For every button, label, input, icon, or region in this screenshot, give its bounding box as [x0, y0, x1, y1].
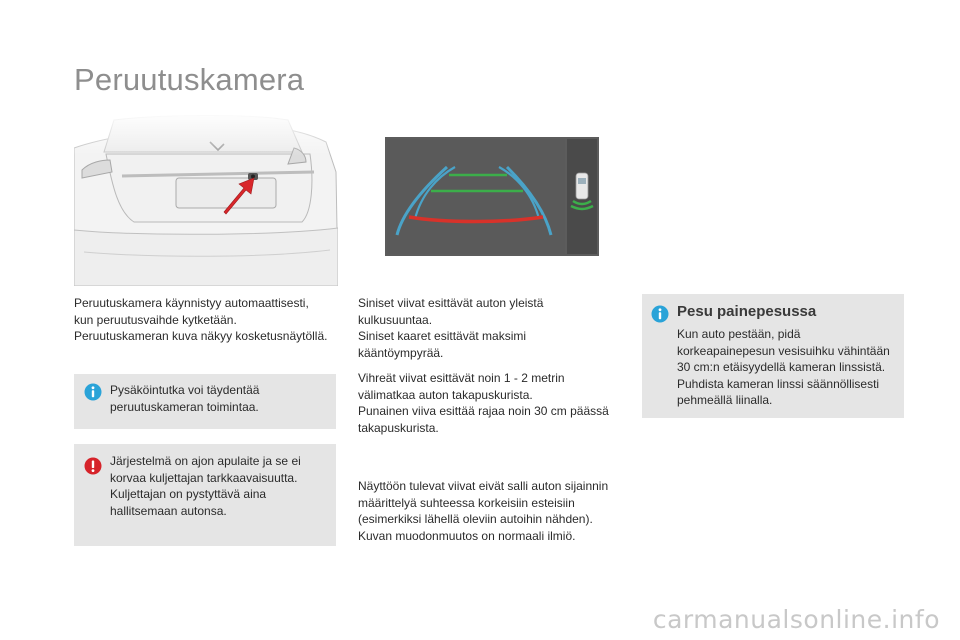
pressure-wash-title: Pesu painepesussa — [677, 303, 817, 320]
car-rear-illustration — [74, 112, 338, 286]
info-box-text — [110, 382, 330, 415]
limitation-line: (esimerkiksi lähellä oleviin autoihin nähden). — [358, 512, 593, 526]
wash-line: korkeapainepesun vesisuihku vähintään — [677, 343, 890, 358]
info-box-parking-sensors — [74, 374, 336, 429]
watermark: carmanualsonline.info — [652, 605, 940, 634]
pressure-wash-box — [642, 294, 904, 418]
warning-icon — [84, 457, 102, 475]
info-icon — [84, 383, 102, 401]
display-limitations-text — [358, 478, 638, 544]
camera-screen-illustration — [385, 137, 599, 256]
info-line: Pysäköintutka voi täydentää — [110, 383, 260, 397]
info-line: peruutuskameran toimintaa. — [110, 399, 259, 414]
wash-line: Kun auto pestään, pidä — [677, 327, 801, 341]
distance-line: välimatkaa auton takapuskurista. — [358, 387, 533, 402]
intro-text — [74, 295, 344, 345]
page-title: Peruutuskamera — [74, 62, 305, 97]
warning-line: Järjestelmä on ajon apulaite ja se ei — [110, 454, 301, 468]
distance-line: takapuskurista. — [358, 420, 439, 435]
warning-line: hallitsemaan autonsa. — [110, 503, 227, 518]
distance-line: Vihreät viivat esittävät noin 1 - 2 metrin — [358, 371, 565, 385]
warning-box-text — [110, 453, 332, 519]
intro-line: kun peruutusvaihde kytketään. — [74, 312, 237, 327]
pressure-wash-text — [677, 326, 902, 409]
intro-line: Peruutuskameran kuva näkyy kosketusnäytöllä. — [74, 329, 328, 343]
wash-line: 30 cm:n etäisyydellä kameran linssistä. — [677, 360, 886, 374]
limitation-line: Kuvan muodonmuutos on normaali ilmiö. — [358, 528, 576, 543]
distance-lines-text — [358, 370, 633, 436]
limitation-line: määrittelyä suhteessa korkeisiin esteisiin — [358, 495, 575, 510]
info-icon — [651, 305, 669, 323]
wash-line: pehmeällä liinalla. — [677, 393, 773, 407]
warning-box — [74, 444, 336, 546]
wash-line: Puhdista kameran linssi säännöllisesti — [677, 376, 880, 391]
distance-line: Punainen viiva esittää rajaa noin 30 cm päässä — [358, 404, 609, 418]
limitation-line: Näyttöön tulevat viivat eivät salli auton sijainnin — [358, 479, 609, 493]
guide-line: kulkusuuntaa. — [358, 312, 433, 327]
guide-line: kääntöympyrää. — [358, 345, 444, 360]
guide-line: Siniset viivat esittävät auton yleistä — [358, 296, 544, 310]
guide-lines-text — [358, 295, 633, 361]
intro-line: Peruutuskamera käynnistyy automaattisesti, — [74, 296, 309, 310]
warning-line: korvaa kuljettajan tarkkaavaisuutta. — [110, 470, 298, 485]
warning-line: Kuljettajan on pystyttävä aina — [110, 487, 267, 501]
guide-line: Siniset kaaret esittävät maksimi — [358, 329, 527, 343]
